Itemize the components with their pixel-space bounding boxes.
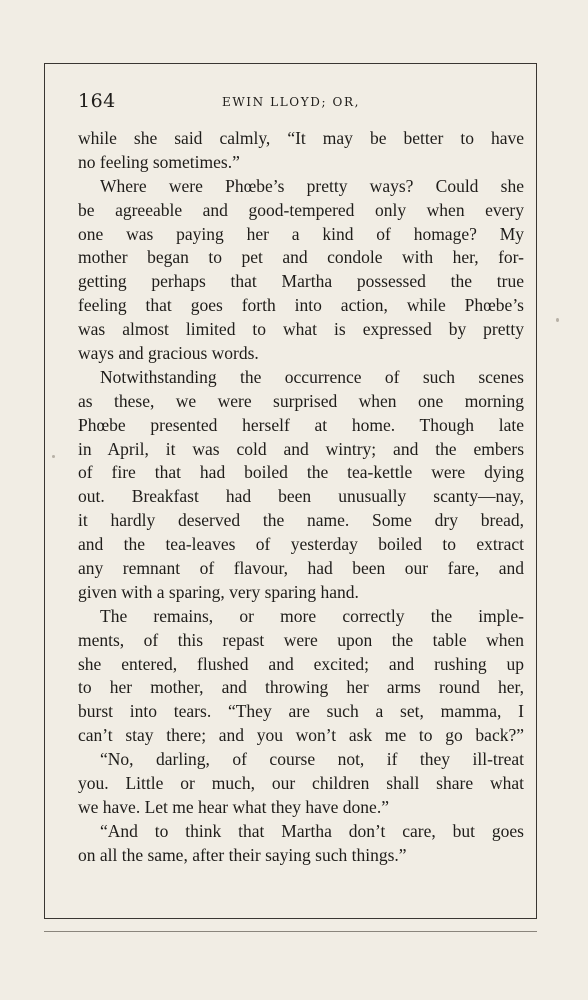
text-line: she entered, flushed and excited; and rushing up [78,653,524,674]
text-line: ways and gracious words. [78,343,259,364]
text-line: was almost limited to what is expressed by pretty [78,319,524,340]
page-header [78,90,524,114]
text-line: given with a sparing, very sparing hand. [78,581,359,602]
text-line: as these, we were surprised when one morning [78,390,524,411]
text-line: in April, it was cold and wintry; and the embers [78,438,524,459]
text-line: mother began to pet and condole with her, for- [78,247,524,268]
text-line: we have. Let me hear what they have done.” [78,796,389,817]
text-line: ments, of this repast were upon the table when [78,629,524,650]
text-line: out. Breakfast had been unusually scanty—nay, [78,486,524,507]
text-line: to her mother, and throwing her arms round her, [78,677,524,698]
text-line: be agreeable and good-tempered only when every [78,199,524,220]
text-line: can’t stay there; and you won’t ask me to go back?” [78,725,524,746]
text-line: while she said calmly, “It may be better to have [78,128,524,148]
text-line: of fire that had boiled the tea-kettle were dying [78,462,524,483]
text-line: one was paying her a kind of homage? My [78,223,524,244]
paper-speck [52,455,55,458]
paragraph-start-line: The remains, or more correctly the imple- [100,605,524,626]
text-line: it hardly deserved the name. Some dry bread, [78,510,524,531]
running-title: EWIN LLOYD; OR, [222,95,361,109]
paper-speck [556,318,559,322]
paragraph-start-line: “And to think that Martha don’t care, but goes [100,820,524,841]
text-line: burst into tears. “They are such a set, mamma, I [78,701,524,722]
paragraph-start-line: Where were Phœbe’s pretty ways? Could she [100,175,524,196]
paragraph-start-line: Notwithstanding the occurrence of such scenes [100,366,524,387]
page-number: 164 [78,90,116,112]
text-line: feeling that goes forth into action, while Phœbe’s [78,295,524,316]
text-line: no feeling sometimes.” [78,151,240,172]
text-line: on all the same, after their saying such things.” [78,844,407,865]
text-line: Phœbe presented herself at home. Though late [78,414,524,435]
text-line: any remnant of flavour, had been our fare, and [78,558,524,579]
paragraph-start-line: “No, darling, of course not, if they ill-treat [100,749,524,770]
body-text [78,127,524,868]
bottom-rule [44,931,537,932]
text-line: getting perhaps that Martha possessed the true [78,271,524,292]
text-line: and the tea-leaves of yesterday boiled to extract [78,534,524,555]
text-line: you. Little or much, our children shall share what [78,773,524,794]
